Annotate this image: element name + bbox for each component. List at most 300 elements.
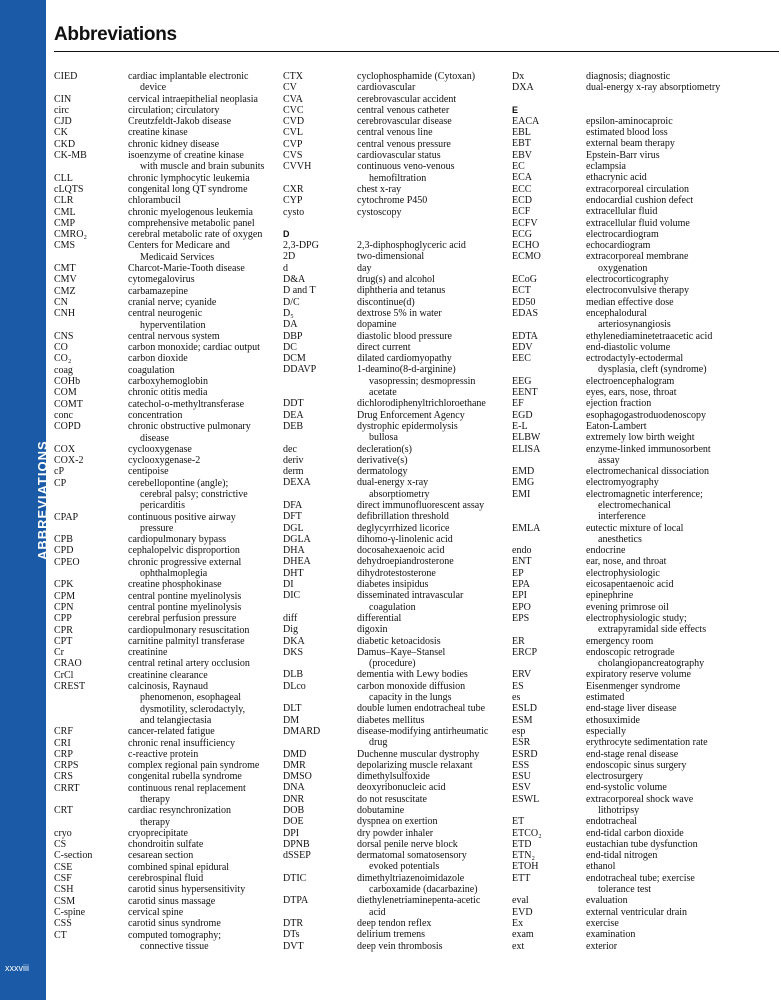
abbreviation-definition: cranial nerve; cyanide (128, 296, 217, 308)
abbreviation-definition: chronic kidney disease (128, 138, 220, 150)
abbreviation-definition: endocardial cushion defect (586, 194, 694, 206)
abbreviation-term: DDT (283, 398, 304, 410)
abbreviation-term: DGLA (283, 533, 311, 545)
abbreviation-definition: Centers for Medicare and Medicaid Services (128, 240, 230, 263)
abbreviation-entry (54, 173, 277, 184)
abbreviation-definition: creatinine (128, 647, 168, 659)
abbreviation-entry (283, 274, 506, 285)
abbreviation-entry (283, 828, 506, 839)
abbreviation-entry (283, 94, 506, 105)
abbreviation-entry (512, 556, 779, 567)
abbreviation-entry (54, 647, 277, 658)
abbreviation-definition: chest x-ray (357, 183, 402, 195)
abbreviation-entry (283, 523, 506, 534)
abbreviation-definition: Eisenmenger syndrome (586, 680, 681, 692)
abbreviation-term: CMV (54, 274, 77, 286)
abbreviation-definition: endotracheal (586, 816, 638, 828)
abbreviation-definition: concentration (128, 409, 183, 421)
abbreviation-definition: ectrodactyly-ectodermal dysplasia, cleft (syndrome) (586, 353, 707, 376)
abbreviation-definition: dichlorodiphenyltrichloroethane (357, 398, 486, 410)
abbreviation-definition: end-systolic volume (586, 782, 667, 794)
abbreviation-term: CLL (54, 172, 73, 184)
abbreviation-term: CVP (283, 138, 303, 150)
abbreviation-entry (283, 794, 506, 805)
abbreviation-definition: 1-deamino(8-d-arginine) vasopressin; desmopressin acetate (357, 364, 476, 399)
abbreviation-entry (283, 207, 506, 218)
abbreviation-definition: central neurogenic hyperventilation (128, 308, 206, 331)
abbreviation-entry (512, 613, 779, 636)
abbreviation-entry (283, 556, 506, 567)
abbreviation-entry (512, 489, 779, 523)
abbreviation-definition: chronic myelogenous leukemia (128, 206, 253, 218)
abbreviation-entry (54, 760, 277, 771)
abbreviation-definition: dextrose 5% in water (357, 307, 442, 319)
abbreviation-term: EGD (512, 409, 533, 421)
abbreviation-definition: exterior (586, 940, 618, 952)
abbreviation-entry (512, 816, 779, 827)
abbreviation-term: diff (283, 612, 298, 624)
abbreviation-definition: epinephrine (586, 590, 634, 602)
abbreviation-term: DBP (283, 330, 303, 342)
abbreviation-term: CO (54, 342, 68, 354)
abbreviation-term: DLco (283, 680, 306, 692)
abbreviation-term: CVS (283, 150, 303, 162)
abbreviation-entry (283, 816, 506, 827)
abbreviation-term: DMD (283, 748, 307, 760)
abbreviation-definition: cardiac resynchronization therapy (128, 805, 232, 828)
abbreviation-term: CPK (54, 579, 74, 591)
abbreviation-term: cryo (54, 827, 72, 839)
abbreviation-term: ED50 (512, 296, 536, 308)
abbreviation-entry (512, 251, 779, 274)
abbreviation-entry (512, 839, 779, 850)
abbreviation-definition: cerebrovascular accident (357, 93, 457, 105)
abbreviation-definition: depolarizing muscle relaxant (357, 759, 473, 771)
abbreviation-term: CMZ (54, 285, 76, 297)
abbreviation-definition: dimethyltriazenoimidazole carboxamide (dacarbazine) (357, 872, 478, 896)
abbreviation-entry (54, 862, 277, 873)
abbreviation-term: CSM (54, 895, 76, 907)
abbreviation-entry (54, 873, 277, 884)
abbreviation-entry (512, 477, 779, 488)
abbreviation-entry (283, 636, 506, 647)
abbreviation-definition: expiratory reserve volume (586, 669, 691, 681)
abbreviation-definition: cerebral metabolic rate of oxygen (128, 229, 263, 241)
abbreviation-term: EMI (512, 488, 531, 500)
abbreviation-entry (54, 478, 277, 512)
abbreviation-term: Dig (283, 624, 298, 636)
abbreviation-term: DMARD (283, 725, 321, 737)
abbreviation-entry (512, 692, 779, 703)
abbreviation-entry (283, 150, 506, 161)
abbreviation-definition: echocardiogram (586, 240, 651, 252)
abbreviation-term: ESS (512, 759, 530, 771)
abbreviation-term: ECT (512, 285, 531, 297)
abbreviation-entry (283, 105, 506, 116)
abbreviation-term: DTR (283, 917, 303, 929)
abbreviation-definition: direct immunofluorescent assay (357, 499, 485, 511)
abbreviation-definition: chronic lymphocytic leukemia (128, 172, 250, 184)
abbreviation-term: ESRD (512, 748, 538, 760)
abbreviation-term: DGL (283, 522, 304, 534)
abbreviation-definition: extracorporeal shock wave lithotripsy (586, 793, 694, 816)
abbreviation-entry (283, 568, 506, 579)
abbreviation-entry (512, 353, 779, 376)
abbreviation-entry (512, 782, 779, 793)
abbreviation-entry (54, 591, 277, 602)
abbreviation-definition: carbon dioxide (128, 353, 188, 365)
abbreviation-term: ECF (512, 206, 531, 218)
abbreviation-entry (283, 127, 506, 138)
abbreviation-entry (283, 703, 506, 714)
abbreviation-term: ESU (512, 771, 531, 783)
abbreviation-term: ETT (512, 872, 531, 884)
abbreviation-entry (512, 726, 779, 737)
abbreviation-term: DCM (283, 353, 306, 365)
abbreviation-entry (283, 760, 506, 771)
abbreviation-definition: disease-modifying antirheumatic drug (357, 725, 489, 749)
abbreviation-entry (54, 353, 277, 364)
abbreviation-definition: median effective dose (586, 296, 674, 308)
abbreviation-term: DVT (283, 940, 304, 952)
abbreviation-term: dec (283, 443, 297, 455)
abbreviation-term: ECFV (512, 217, 538, 229)
abbreviation-entry (283, 184, 506, 195)
abbreviation-term: EMG (512, 477, 535, 489)
abbreviation-definition: extracellular fluid volume (586, 217, 690, 229)
abbreviation-entry (283, 771, 506, 782)
abbreviation-definition: drug(s) and alcohol (357, 274, 435, 286)
abbreviation-definition: cardiopulmonary resuscitation (128, 624, 250, 636)
abbreviation-term: EACA (512, 115, 540, 127)
abbreviation-term: ERCP (512, 646, 538, 658)
abbreviation-term: DOE (283, 816, 304, 828)
abbreviation-definition: electroencephalogram (586, 375, 675, 387)
abbreviation-definition: c-reactive protein (128, 748, 199, 760)
abbreviation-definition: combined spinal epidural (128, 861, 230, 873)
abbreviation-entry (54, 399, 277, 410)
abbreviation-term: esp (512, 725, 526, 737)
abbreviation-definition: cardiopulmonary bypass (128, 534, 227, 546)
abbreviation-term: DTIC (283, 872, 307, 884)
abbreviation-entry (54, 127, 277, 138)
abbreviation-definition: ethylenediaminetetraacetic acid (586, 330, 713, 342)
abbreviation-entry (54, 783, 277, 806)
abbreviation-term: DEA (283, 409, 304, 421)
abbreviation-entry (54, 658, 277, 669)
abbreviation-term: DEXA (283, 477, 311, 489)
abbreviation-term: CT (54, 929, 67, 941)
abbreviation-entry (54, 625, 277, 636)
abbreviation-entry (283, 590, 506, 613)
abbreviation-entry (512, 828, 779, 839)
abbreviation-definition: digoxin (357, 624, 388, 636)
abbreviation-definition: diabetes mellitus (357, 714, 425, 726)
abbreviation-definition: eustachian tube dysfunction (586, 838, 698, 850)
abbreviation-definition: examination (586, 929, 636, 941)
abbreviation-term: CPP (54, 613, 72, 625)
abbreviation-definition: Creutzfeldt-Jakob disease (128, 116, 232, 128)
abbreviation-term: conc (54, 409, 73, 421)
abbreviation-definition: dementia with Lewy bodies (357, 669, 468, 681)
abbreviation-definition: external ventricular drain (586, 906, 688, 918)
abbreviation-definition: end-stage renal disease (586, 748, 679, 760)
abbreviation-definition: dorsal penile nerve block (357, 838, 458, 850)
abbreviation-term: CRI (54, 737, 71, 749)
abbreviation-entry (512, 127, 779, 138)
abbreviation-definition: dehydroepiandrosterone (357, 556, 454, 568)
abbreviation-entry (512, 929, 779, 940)
abbreviation-definition: dilated cardiomyopathy (357, 353, 452, 365)
abbreviation-term: ECMO (512, 251, 541, 263)
abbreviation-term: CO₂ (54, 353, 72, 365)
abbreviation-definition: Charcot-Marie-Tooth disease (128, 263, 245, 275)
abbreviation-entry (54, 534, 277, 545)
abbreviation-term: Cr (54, 647, 64, 659)
abbreviation-definition: calcinosis, Raynaud phenomenon, esophageal dysmotility, sclerodactyly, and telangiectasia (128, 681, 246, 726)
sidebar-label: ABBREVIATIONS (35, 440, 50, 560)
abbreviation-definition: differential (357, 612, 402, 624)
abbreviation-term: Ex (512, 917, 524, 929)
abbreviation-entry (283, 285, 506, 296)
abbreviation-definition: enzyme-linked immunosorbent assay (586, 443, 711, 466)
abbreviation-entry (54, 184, 277, 195)
abbreviation-definition: docosahexaenoic acid (357, 545, 445, 557)
abbreviation-term: ES (512, 680, 524, 692)
abbreviation-definition: ethacrynic acid (586, 172, 647, 184)
abbreviation-definition: delirium tremens (357, 929, 426, 941)
abbreviation-term: EPO (512, 601, 531, 613)
abbreviation-entry (283, 240, 506, 251)
abbreviation-term: DNR (283, 793, 305, 805)
abbreviation-entry (54, 557, 277, 580)
abbreviation-definition: chronic otitis media (128, 387, 208, 399)
abbreviation-entry (54, 308, 277, 331)
abbreviation-entry (512, 749, 779, 760)
abbreviation-definition: cystoscopy (357, 206, 402, 218)
abbreviation-definition: comprehensive metabolic panel (128, 217, 255, 229)
abbreviation-definition: evaluation (586, 895, 628, 907)
abbreviation-definition: diabetic ketoacidosis (357, 635, 441, 647)
abbreviation-definition: complex regional pain syndrome (128, 760, 260, 772)
abbreviation-definition: external beam therapy (586, 138, 675, 150)
abbreviation-definition: eutectic mixture of local anesthetics (586, 522, 684, 545)
abbreviation-entry (54, 884, 277, 895)
abbreviation-entry (512, 850, 779, 861)
abbreviation-definition: Damus–Kaye–Stansel (procedure) (357, 646, 446, 670)
abbreviation-term: DMR (283, 759, 306, 771)
abbreviation-term: DKS (283, 646, 304, 658)
abbreviation-entry (512, 161, 779, 172)
abbreviation-term: EDTA (512, 330, 538, 342)
abbreviation-term: ELISA (512, 443, 541, 455)
abbreviation-definition: electrophysiologic study; extrapyramidal side effects (586, 612, 707, 636)
abbreviation-entry (512, 376, 779, 387)
abbreviation-definition: cervical spine (128, 906, 184, 918)
abbreviation-entry (54, 444, 277, 455)
abbreviation-term: CRAO (54, 658, 82, 670)
abbreviation-entry (283, 455, 506, 466)
abbreviation-term: DPI (283, 827, 300, 839)
abbreviation-term: DHA (283, 545, 305, 557)
abbreviation-entry (512, 331, 779, 342)
abbreviation-entry (283, 71, 506, 82)
abbreviation-definition: carotid sinus massage (128, 895, 216, 907)
abbreviation-definition: dual-energy x-ray absorptiometry (586, 82, 721, 94)
abbreviation-term: ECA (512, 172, 532, 184)
abbreviation-entry (54, 105, 277, 116)
abbreviation-entry (512, 466, 779, 477)
abbreviation-definition: dual-energy x-ray absorptiometry (357, 477, 430, 500)
abbreviation-term: COMT (54, 398, 83, 410)
abbreviation-definition: deep vein thrombosis (357, 940, 443, 952)
abbreviation-entry (512, 715, 779, 726)
abbreviation-term: EVD (512, 906, 533, 918)
abbreviation-definition: estimated (586, 692, 625, 704)
abbreviation-term: cP (54, 466, 64, 478)
abbreviation-entry (512, 297, 779, 308)
abbreviation-term: DFA (283, 499, 303, 511)
abbreviation-entry (283, 545, 506, 556)
abbreviation-entry (283, 251, 506, 262)
abbreviation-term: ESWL (512, 793, 540, 805)
abbreviation-entry (54, 579, 277, 590)
abbreviation-entry (512, 568, 779, 579)
abbreviation-definition: defibrillation threshold (357, 511, 449, 523)
abbreviation-definition: chronic renal insufficiency (128, 737, 235, 749)
abbreviation-term: CMRO₂ (54, 229, 87, 241)
abbreviation-entry (54, 771, 277, 782)
abbreviation-definition: erythrocyte sedimentation rate (586, 737, 708, 749)
abbreviation-term: Dx (512, 71, 525, 82)
abbreviation-entry (512, 771, 779, 782)
abbreviation-definition: cerebral perfusion pressure (128, 613, 237, 625)
abbreviation-entry (512, 941, 779, 952)
abbreviation-entry (512, 82, 779, 93)
abbreviation-entry (512, 669, 779, 680)
abbreviation-entry (54, 850, 277, 861)
abbreviation-term: 2,3-DPG (283, 240, 319, 252)
abbreviation-entry (283, 839, 506, 850)
abbreviation-term: CSS (54, 918, 72, 930)
abbreviation-entry (283, 331, 506, 342)
abbreviation-definition: especially (586, 725, 626, 737)
abbreviation-definition: dry powder inhaler (357, 827, 434, 839)
abbreviation-term: DLT (283, 703, 302, 715)
abbreviation-term: CIN (54, 93, 72, 105)
abbreviation-term: CPD (54, 545, 74, 557)
title-rule (54, 51, 779, 52)
abbreviation-entry (54, 150, 277, 173)
abbreviation-definition: ear, nose, and throat (586, 556, 667, 568)
column-3 (512, 71, 779, 952)
abbreviation-entry (512, 218, 779, 229)
abbreviation-definition: continuous renal replacement therapy (128, 782, 246, 805)
abbreviation-definition: creatine phosphokinase (128, 579, 222, 591)
abbreviation-entry (283, 500, 506, 511)
abbreviation-definition: chronic progressive external ophthalmoplegia (128, 556, 242, 580)
abbreviation-entry (512, 229, 779, 240)
abbreviation-definition: dihydrotestosterone (357, 567, 436, 579)
abbreviation-definition: day (357, 262, 372, 274)
abbreviation-term: CS (54, 839, 67, 851)
abbreviation-term: CVD (283, 116, 305, 128)
abbreviation-term: ESM (512, 714, 533, 726)
abbreviation-entry (283, 263, 506, 274)
abbreviation-definition: continuous veno-venous hemofiltration (357, 161, 455, 184)
abbreviation-entry (512, 274, 779, 285)
abbreviation-entry (512, 308, 779, 331)
abbreviation-entry (512, 703, 779, 714)
abbreviation-term: EEC (512, 353, 531, 365)
abbreviation-term: CML (54, 206, 76, 218)
abbreviation-term: cLQTS (54, 183, 84, 195)
abbreviation-entry (54, 602, 277, 613)
abbreviation-definition: creatinine clearance (128, 669, 208, 681)
abbreviation-term: ECC (512, 183, 532, 195)
abbreviation-definition: eyes, ears, nose, throat (586, 387, 677, 399)
abbreviation-entry (512, 150, 779, 161)
abbreviation-term: CRP (54, 748, 73, 760)
abbreviation-definition: dystrophic epidermolysis bullosa (357, 420, 458, 444)
abbreviation-term: CYP (283, 195, 303, 207)
abbreviation-entry (54, 636, 277, 647)
abbreviation-term: ETN₂ (512, 850, 535, 862)
abbreviation-entry (54, 749, 277, 760)
abbreviation-term: DA (283, 319, 298, 331)
abbreviation-definition: esophagogastroduodenoscopy (586, 409, 706, 421)
abbreviation-entry (283, 364, 506, 398)
abbreviation-definition: cerebrovascular disease (357, 116, 452, 128)
abbreviation-definition: diethylenetriaminepenta-acetic acid (357, 895, 481, 918)
abbreviation-definition: chlorambucil (128, 195, 181, 207)
abbreviation-definition: emergency room (586, 635, 654, 647)
abbreviation-term: DLB (283, 669, 303, 681)
abbreviation-definition: electrocardiogram (586, 228, 659, 240)
abbreviation-term: DTs (283, 929, 300, 941)
section-heading: D (283, 228, 290, 239)
abbreviation-definition: extracellular fluid (586, 206, 658, 218)
abbreviation-term: CXR (283, 183, 304, 195)
abbreviation-definition: carboxyhemoglobin (128, 376, 208, 388)
abbreviation-definition: discontinue(d) (357, 296, 415, 308)
abbreviation-definition: carbamazepine (128, 285, 188, 297)
abbreviation-definition: Eaton-Lambert (586, 420, 647, 432)
abbreviation-definition: diastolic blood pressure (357, 330, 452, 342)
abbreviation-term: d (283, 262, 288, 274)
abbreviation-definition: deoxyribonucleic acid (357, 782, 446, 794)
abbreviation-definition: central nervous system (128, 330, 220, 342)
abbreviation-entry (283, 319, 506, 330)
abbreviation-entry (512, 398, 779, 409)
abbreviation-entry (512, 636, 779, 647)
abbreviation-definition: cyclooxygenase (128, 443, 192, 455)
abbreviation-definition: dyspnea on exertion (357, 816, 438, 828)
abbreviation-term: ESR (512, 737, 531, 749)
abbreviation-term: E-L (512, 420, 528, 432)
abbreviation-entry (512, 285, 779, 296)
abbreviation-entry (512, 195, 779, 206)
abbreviation-term: CrCl (54, 669, 74, 681)
abbreviation-term: DMSO (283, 771, 312, 783)
abbreviation-term: CREST (54, 681, 86, 693)
abbreviation-entry (283, 918, 506, 929)
abbreviation-definition: carotid sinus syndrome (128, 918, 221, 930)
abbreviation-definition: dimethylsulfoxide (357, 771, 430, 783)
abbreviation-entry (512, 873, 779, 896)
abbreviation-entry (54, 297, 277, 308)
abbreviation-definition: Duchenne muscular dystrophy (357, 748, 480, 760)
